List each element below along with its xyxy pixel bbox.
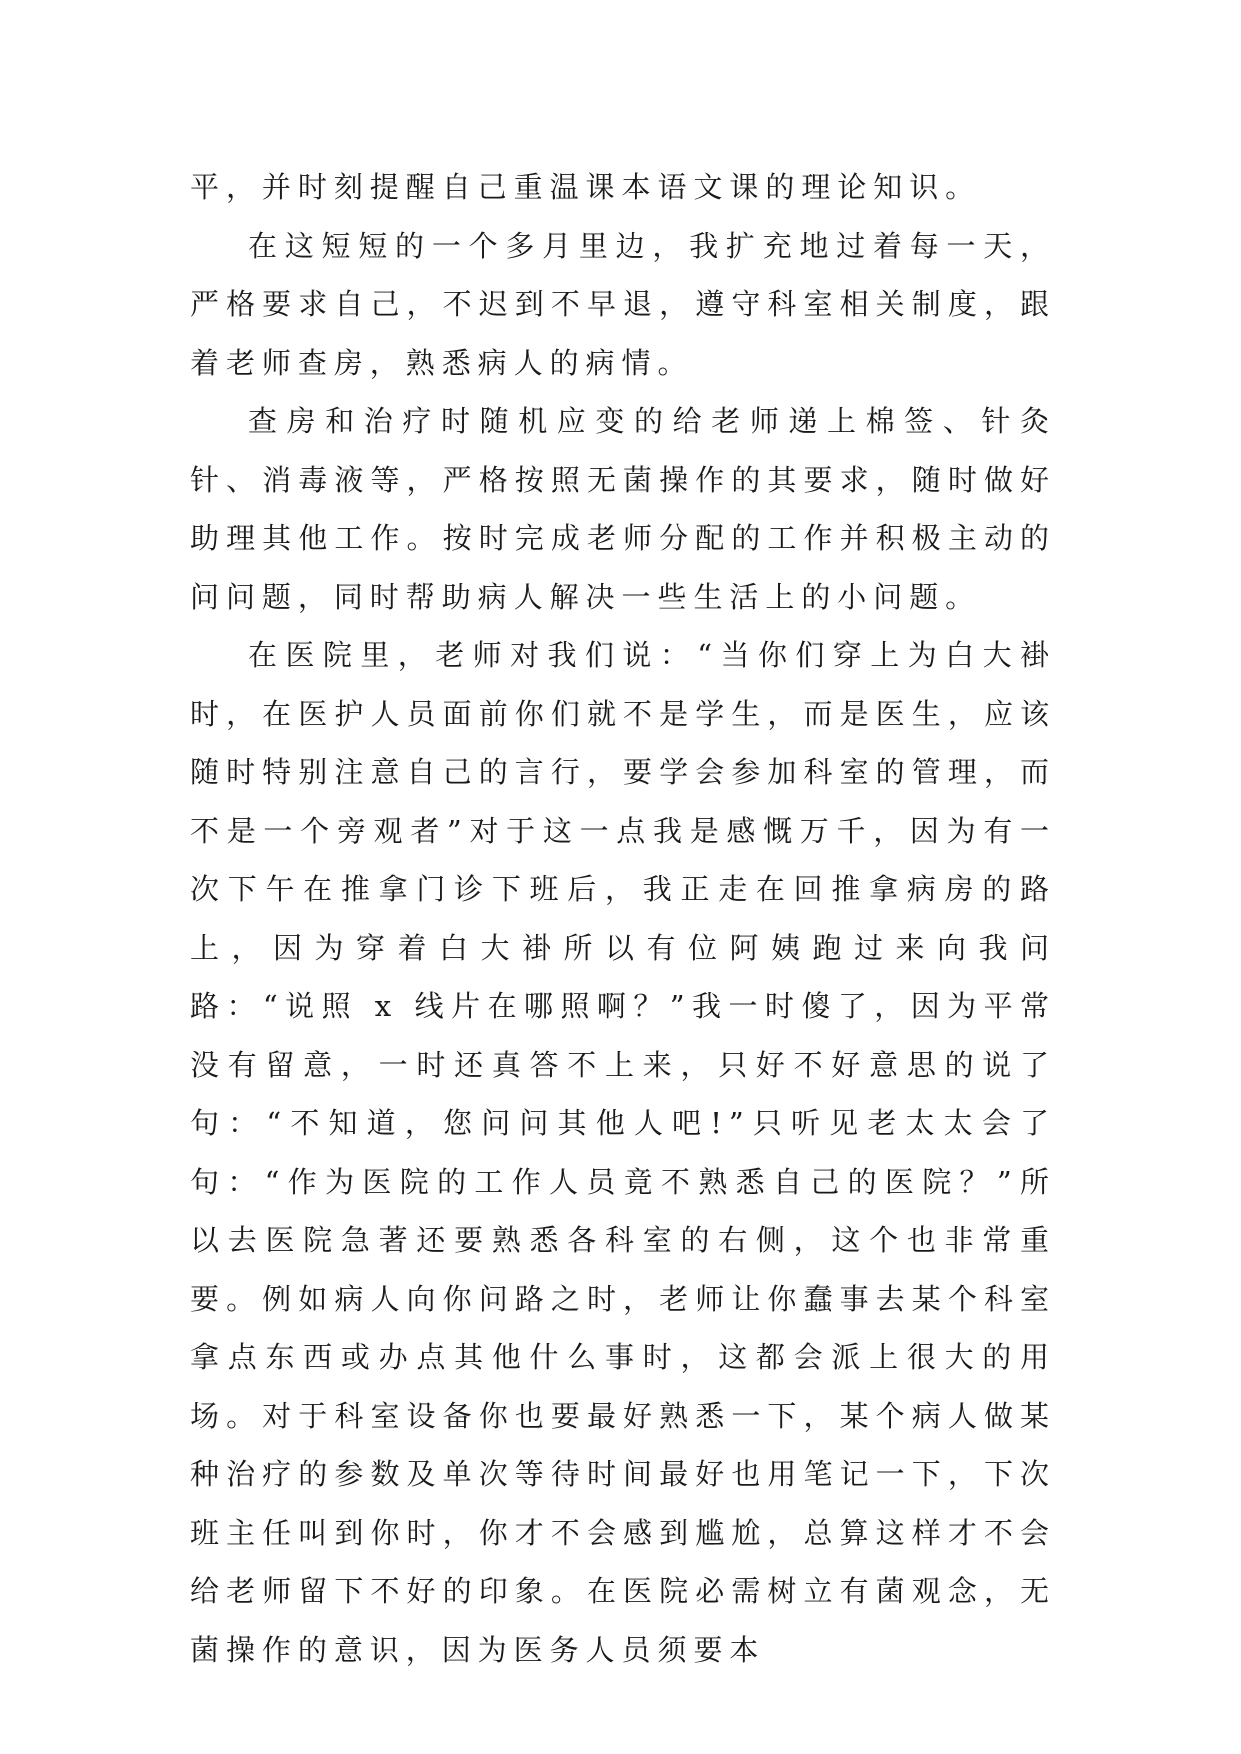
paragraph-daily-routine: 在这短短的一个多月里边，我扩充地过着每一天，严格要求自己，不迟到不早退，遵守科室相关制度，跟着老师查房，熟悉病人的病情。 [190, 228, 1056, 380]
paragraph-continuation: 平，并时刻提醒自己重温课本语文课的理论知识。 [190, 170, 982, 204]
paragraph-hospital-experience: 在医院里，老师对我们说：“当你们穿上为白大褂时，在医护人员面前你们就不是学生，而是医生，应该随时特别注意自己的言行，要学会参加科室的管理，而不是一个旁观者”对于这一点我是感慨万千，因为有一次下午在推拿门诊下班后，我正走在回推拿病房的路上，因为穿着白大褂所以有位阿姨跑过来向我问路：“说照 x 线片在哪照啊？”我一时傻了，因为平常没有留意，一时还真答不上来，只好不好意思的说了句：“不知道，您问问其他人吧!”只听见老太太会了句：“作为医院的工作人员竟不熟悉自己的医院？”所以去医院急著还要熟悉各科室的右侧，这个也非常重要。例如病人向你问路之时，老师让你蠢事去某个科室拿点东西或办点其他什么事时，这都会派上很大的用场。对于科室设备你也要最好熟悉一下，某个病人做某种治疗的参数及单次等待时间最好也用笔记一下，下次班主任叫到你时，你才不会感到尴尬，总算这样才不会给老师留下不好的印象。在医院必需树立有菌观念，无菌操作的意识，因为医务人员须要本 [190, 638, 1056, 1667]
paragraph-ward-rounds: 查房和治疗时随机应变的给老师递上棉签、针灸针、消毒液等，严格按照无菌操作的其要求，随时做好助理其他工作。按时完成老师分配的工作并积极主动的问问题，同时帮助病人解决一些生活上的小问题。 [190, 404, 1056, 614]
body-text [190, 158, 1056, 1679]
